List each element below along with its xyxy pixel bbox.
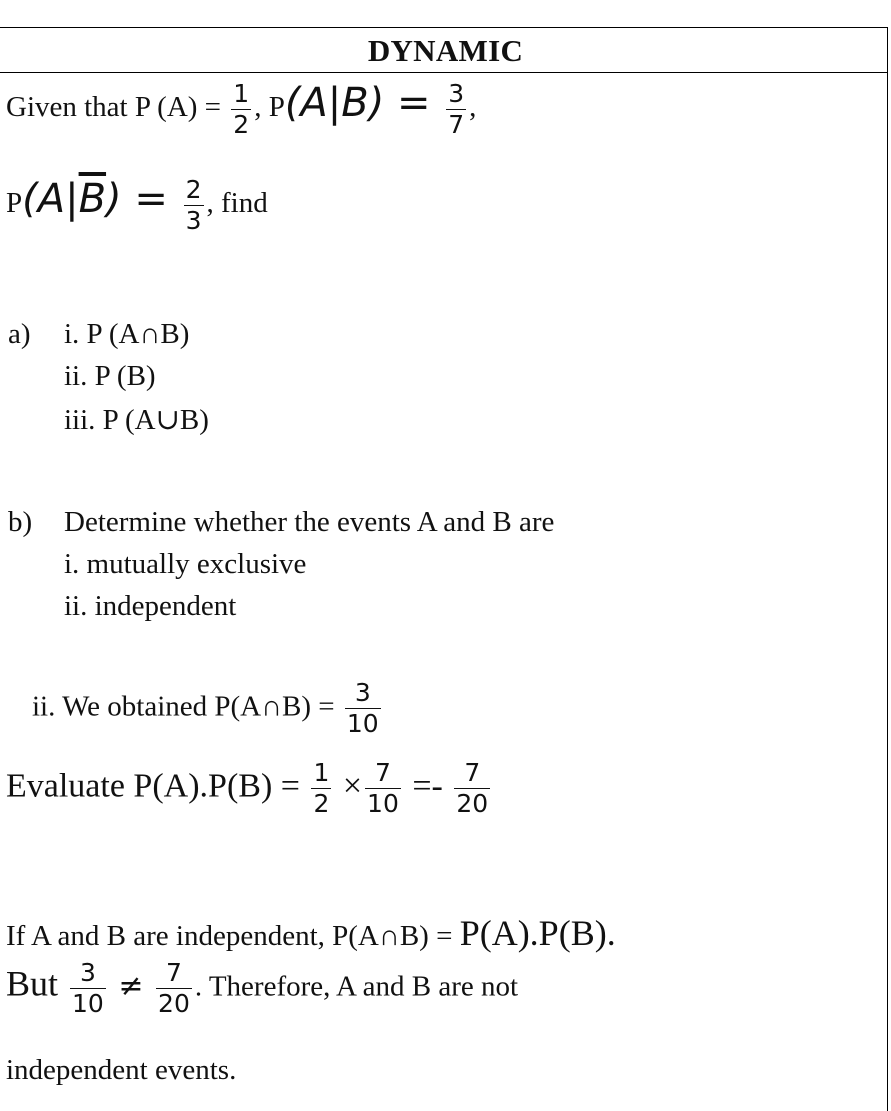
times-sign: × (334, 767, 363, 805)
given-prefix: Given that P (A) = (6, 91, 229, 123)
product-text: P(A).P(B). (459, 913, 616, 953)
b2-fraction (156, 960, 192, 1018)
c2-fraction (184, 174, 204, 235)
fraction-denominator: 2 (233, 109, 250, 139)
e3-fraction (454, 760, 490, 818)
but-text: But (6, 963, 68, 1004)
obtained-fraction (345, 680, 381, 738)
but-line (6, 960, 518, 1018)
obtained-line (32, 680, 384, 738)
fraction-numerator: 7 (166, 958, 182, 987)
given-line-2 (6, 176, 268, 234)
part-a-item-1: i. P (A∩B) (64, 318, 190, 350)
evaluate-line (6, 760, 493, 818)
find-text: , find (206, 187, 268, 219)
fraction-denominator: 10 (72, 989, 104, 1019)
fraction-denominator: 20 (456, 789, 489, 819)
if-independent-text: If A and B are independent, P(A∩B) = (6, 920, 460, 952)
part-b-item-1: i. mutually exclusive (64, 548, 307, 580)
fraction-numerator: 7 (464, 758, 481, 787)
fraction-denominator: 10 (346, 709, 379, 739)
if-independent-line (6, 912, 616, 954)
given-separator: , (254, 91, 269, 123)
therefore-text: . Therefore, A and B are not (194, 970, 519, 1003)
p-label: P (6, 187, 23, 219)
pa-fraction (231, 78, 251, 139)
part-a-label: a) (8, 318, 31, 350)
fraction-numerator: 1 (233, 78, 250, 108)
fraction-denominator: 2 (313, 789, 330, 819)
part-b-item-2: ii. independent (64, 590, 237, 622)
part-a-item-3: iii. P (A∪B) (64, 404, 209, 436)
condition-a-given-b-bar-open: (A| (22, 176, 79, 222)
conclusion-line: independent events. (6, 1054, 237, 1086)
fraction-numerator: 3 (448, 78, 465, 108)
fraction-numerator: 3 (354, 678, 371, 707)
p-label: P (268, 91, 285, 123)
fraction-numerator: 1 (313, 758, 330, 787)
fraction-numerator: 3 (79, 958, 96, 987)
b1-fraction (70, 960, 106, 1018)
b-complement: $\overline{B}$ (78, 176, 107, 222)
page-title: DYNAMIC (367, 33, 524, 68)
fraction-numerator: 7 (375, 758, 391, 787)
equals-sign: =- (403, 767, 452, 805)
e2-fraction (365, 760, 401, 818)
obtained-text: ii. We obtained P(A∩B) = (32, 690, 342, 723)
c1-fraction (446, 78, 466, 139)
condition-a-given-b: (A|B) = (284, 80, 444, 126)
fraction-denominator: 10 (367, 789, 399, 819)
comma: , (469, 91, 477, 123)
fraction-denominator: 3 (185, 205, 202, 235)
evaluate-text: Evaluate P(A).P(B) = (6, 767, 309, 805)
e1-fraction (311, 760, 331, 818)
not-equal-sign: ≠ (108, 968, 154, 1004)
condition-close: ) = (106, 176, 181, 222)
fraction-denominator: 20 (158, 989, 190, 1019)
part-a-item-2: ii. P (B) (64, 360, 156, 392)
fraction-numerator: 2 (185, 174, 202, 204)
fraction-denominator: 7 (448, 109, 465, 139)
part-b-label: b) (8, 506, 33, 538)
part-b-question: Determine whether the events A and B are (64, 506, 555, 538)
given-line-1 (6, 80, 476, 138)
